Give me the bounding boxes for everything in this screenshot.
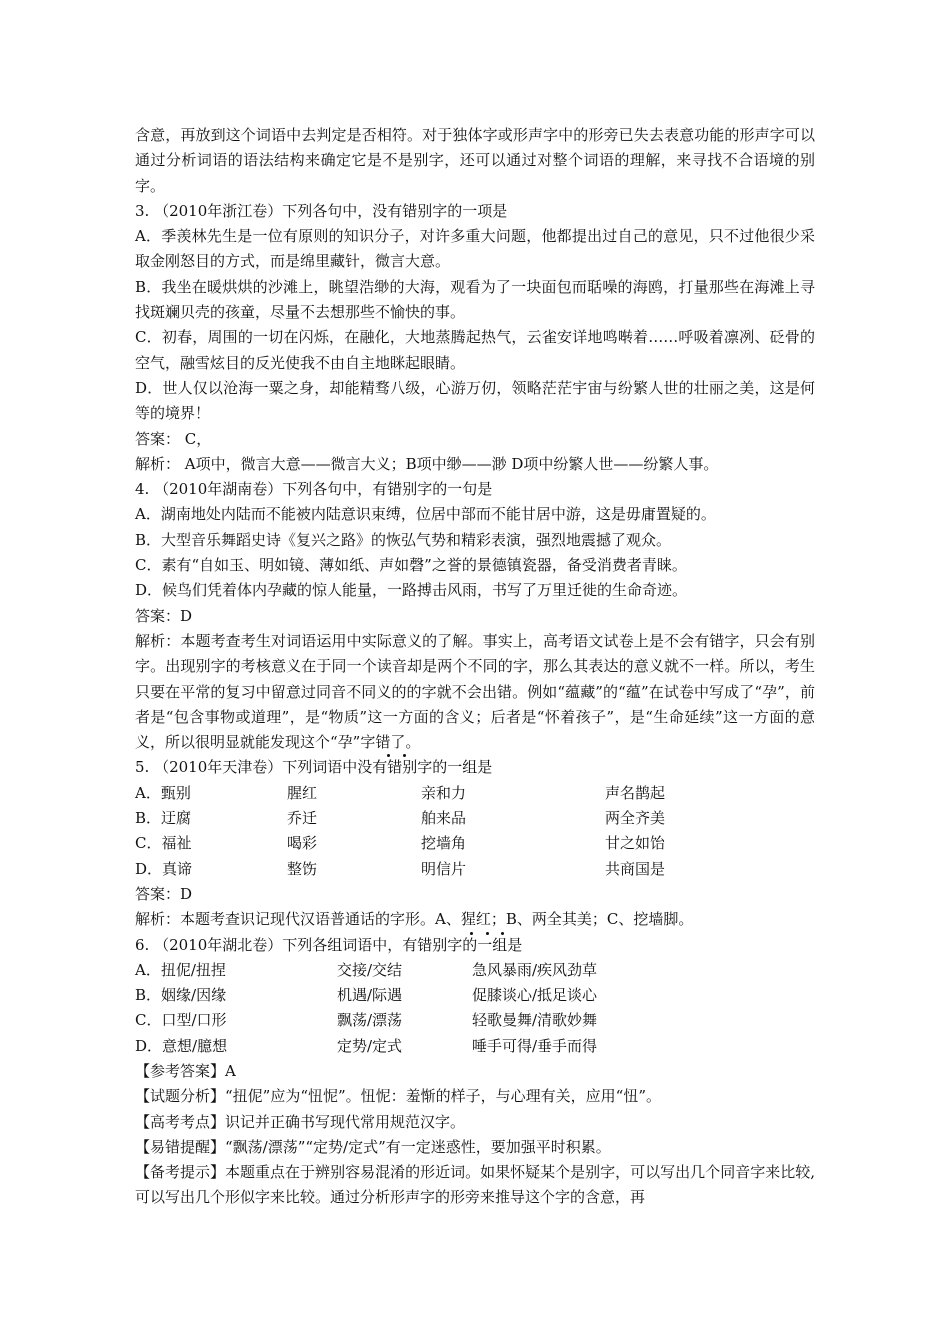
q5-cell: 明信片 bbox=[421, 859, 467, 878]
q6-cell: 飘荡/漂荡 bbox=[337, 1011, 403, 1030]
q6-cell: 唾手可得/垂手而得 bbox=[472, 1036, 598, 1055]
q6-cell: C．口型/口形 bbox=[135, 1011, 227, 1030]
q5-cell: 挖墙角 bbox=[421, 834, 467, 853]
q4-option-d: D．候鸟们凭着体内孕藏的惊人能量，一路搏击风雨，书写了万里迁徙的生命奇迹。 bbox=[135, 581, 688, 600]
q5-cell: 共商国是 bbox=[605, 859, 666, 878]
q5-answer: 答案：D bbox=[135, 884, 193, 903]
q3-stem: 3. （2010年浙江卷）下列各句中，没有错别字的一项是 bbox=[135, 201, 508, 220]
document-body bbox=[135, 123, 815, 1211]
q3-option-d: D．世人仅以沧海一粟之身，却能精骛八级，心游万仞，领略茫茫宇宙与纷繁人世的壮丽之美，这是何等的境界！ bbox=[135, 378, 815, 423]
q6-cell: 急风暴雨/疾风劲草 bbox=[472, 960, 598, 979]
q4-stem: 4. （2010年湖南卷）下列各句中，有错别字的一句是 bbox=[135, 480, 493, 499]
q5-cell: 两全齐美 bbox=[605, 809, 666, 828]
q5-cell: 腥红 bbox=[287, 783, 318, 802]
q6-row-d bbox=[135, 1034, 815, 1059]
q4-option-b: B．大型音乐舞蹈史诗《复兴之路》的恢弘气势和精彩表演，强烈地震撼了观众。 bbox=[135, 530, 672, 549]
q3-answer: 答案： C， bbox=[135, 429, 212, 448]
q4-option-c: C．素有“自如玉、明如镜、薄如纸、声如磬”之誉的景德镇瓷器，备受消费者青睐。 bbox=[135, 556, 687, 575]
emphasis-dot bbox=[403, 754, 406, 757]
emphasis-dot bbox=[387, 754, 390, 757]
q6-cell: B．姻缘/因缘 bbox=[135, 986, 227, 1005]
q6-analysis: 【试题分析】“扭伲”应为“忸怩”。忸怩：羞惭的样子，与心理有关，应用“忸”。 bbox=[135, 1087, 662, 1106]
q6-cell: 机遇/际遇 bbox=[337, 986, 403, 1005]
q5-row-b bbox=[135, 806, 815, 831]
q5-cell: 乔迁 bbox=[287, 809, 318, 828]
q3-option-b: B．我坐在暖烘烘的沙滩上，眺望浩缈的大海，观看为了一块面包而聒噪的海鸥，打量那些在海滩上寻找斑斓贝壳的孩童，尽量不去想那些不愉快的事。 bbox=[135, 277, 815, 322]
q6-cell: 轻歌曼舞/清歌妙舞 bbox=[472, 1011, 598, 1030]
q5-row-d bbox=[135, 857, 815, 882]
q6-ref-answer: 【参考答案】A bbox=[135, 1062, 236, 1080]
q6-key-point: 【高考考点】识记并正确书写现代常用规范汉字。 bbox=[135, 1112, 466, 1131]
q3-analysis: 解析： A项中，微言大意——微言大义；B项中缈——渺 D项中纷繁人世——纷繁人事。 bbox=[135, 454, 719, 473]
q4-option-a: A．湖南地处内陆而不能被内陆意识束缚，位居中部而不能甘居中游，这是毋庸置疑的。 bbox=[135, 505, 716, 524]
q6-row-c bbox=[135, 1008, 815, 1033]
q5-cell: 声名鹊起 bbox=[605, 783, 666, 802]
q3-option-c: C．初春，周围的一切在闪烁，在融化，大地蒸腾起热气，云雀安详地鸣啭着……呼吸着凛冽、砭骨的空气，融雪炫目的反光使我不由自主地眯起眼睛。 bbox=[135, 328, 815, 372]
q6-prep-tip: 【备考提示】本题重点在于辨别容易混淆的形近词。如果怀疑某个是别字，可以写出几个同音字来比较,可以写出几个形似字来比较。通过分析形声字的形旁来推导这个字的含意，再 bbox=[135, 1163, 815, 1207]
emphasis-dot bbox=[501, 932, 504, 935]
q5-stem-text: 5. （2010年天津卷）下列词语中没有错别字的一组是 bbox=[135, 758, 493, 777]
q5-row-a bbox=[135, 781, 815, 806]
q6-cell: 促膝谈心/抵足谈心 bbox=[472, 986, 598, 1005]
q5-cell: B．迂腐 bbox=[135, 809, 192, 828]
q5-stem bbox=[135, 755, 815, 780]
q4-answer: 答案：D bbox=[135, 606, 193, 625]
q5-cell: 整饬 bbox=[287, 859, 318, 878]
q6-row-a bbox=[135, 958, 815, 983]
q6-stem-text: 6. （2010年湖北卷）下列各组词语中，有错别字的一组是 bbox=[135, 935, 523, 954]
q5-cell: A．甄别 bbox=[135, 783, 191, 802]
q6-cell: A．扭伲/扭捏 bbox=[135, 960, 226, 979]
q4-analysis: 解析：本题考查考生对词语运用中实际意义的了解。事实上，高考语文试卷上是不会有错字，只会有别字。出现别字的考核意义在于同一个读音却是两个不同的字，那么其表达的意义就不一样。所以，考生只要在平常的复习中留意过同音不同义的的字就不会出错。例如“蕴藏”的“蕴”在试卷中写成了“孕”，前者是“包含事物或道理”，是“物质”这一方面的含义；后者是“怀着孩子”，是“生命延续”这一方面的意义，所以很明显就能发现这个“孕”字错了。 bbox=[135, 631, 815, 752]
q6-cell: D．意想/臆想 bbox=[135, 1036, 228, 1055]
q5-cell: 舶来品 bbox=[421, 809, 467, 828]
q5-cell: 喝彩 bbox=[287, 834, 318, 853]
intro-paragraph: 含意，再放到这个词语中去判定是否相符。对于独体字或形声字中的形旁已失去表意功能的形声字可以通过分析词语的语法结构来确定它是不是别字，还可以通过对整个词语的理解，来寻找不合语境的别字。 bbox=[135, 126, 815, 195]
emphasis-dot bbox=[470, 932, 473, 935]
q5-row-c bbox=[135, 831, 815, 856]
q5-cell: D．真谛 bbox=[135, 859, 193, 878]
emphasis-dot bbox=[486, 932, 489, 935]
q5-analysis: 解析：本题考查识记现代汉语普通话的字形。A、猩红；B、两全其美；C、挖墙脚。 bbox=[135, 910, 694, 929]
q6-cell: 定势/定式 bbox=[337, 1036, 403, 1055]
q3-option-a: A．季羡林先生是一位有原则的知识分子，对许多重大问题，他都提出过自己的意见，只不过他很少采取金刚怒目的方式，而是绵里藏针，微言大意。 bbox=[135, 227, 815, 271]
q5-cell: C．福祉 bbox=[135, 834, 192, 853]
q5-cell: 甘之如饴 bbox=[605, 834, 666, 853]
q5-cell: 亲和力 bbox=[421, 783, 467, 802]
q6-stem bbox=[135, 933, 815, 958]
q6-row-b bbox=[135, 983, 815, 1008]
q6-cell: 交接/交结 bbox=[337, 960, 403, 979]
q6-error-tip: 【易错提醒】“飘荡/漂荡”“定势/定式”有一定迷惑性，要加强平时积累。 bbox=[135, 1137, 611, 1156]
